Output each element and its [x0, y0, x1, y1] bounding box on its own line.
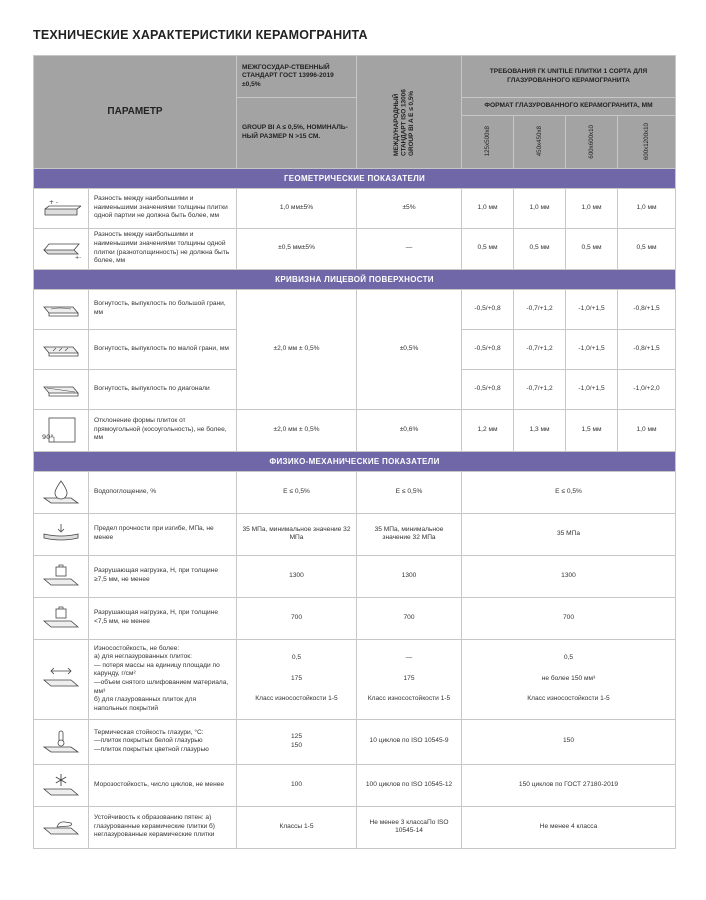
load2-iso: 700	[357, 597, 462, 639]
geo-row1-f3: 1,0 мм	[566, 188, 618, 228]
curv-row2-f3: -1,0/+1,5	[566, 329, 618, 369]
section-geometric: ГЕОМЕТРИЧЕСКИЕ ПОКАЗАТЕЛИ	[34, 168, 676, 188]
wear-gost: 0,5 175 Класс износостойкости 1-5	[237, 639, 357, 719]
snowflake-icon	[34, 764, 89, 806]
geo-row2-param: Разность между наибольшими и наименьшими значениями толщины одной плитки (разнотолщинность) не должна быть более, мм	[89, 228, 237, 269]
wear-iso: — 175 Класс износостойкости 1-5	[357, 639, 462, 719]
water-gost: E ≤ 0,5%	[237, 471, 357, 513]
load1-unitile: 1300	[462, 555, 676, 597]
header-iso: МЕЖДУНАРОДНЫЙ СТАНДАРТ ISO 13006 GROUP BI A E ≤ 0,5%	[357, 56, 462, 169]
format-1: 125х500х8	[462, 115, 514, 168]
wear-param: Износостойкость, не более: а) для неглазурованных плиток: — потеря массы на единицу площади по карунду, г/см² —объем снятого шлифованием материала, мм³ б) для глазурованных плиток для напольных покрытий	[89, 639, 237, 719]
curvature-long-edge-icon	[34, 289, 89, 329]
curv-row1-f2: -0,7/+1,2	[514, 289, 566, 329]
geo-row1-iso: ±5%	[357, 188, 462, 228]
thermal-param: Термическая стойкость глазури, °С: —плиток покрытых белой глазурью —плиток покрытых цветной глазурью	[89, 719, 237, 764]
geo-row2-f3: 0,5 мм	[566, 228, 618, 269]
strength-iso: 35 МПа, минимальное значение 32 МПа	[357, 513, 462, 555]
strength-param: Предел прочности при изгибе, МПа, не менее	[89, 513, 237, 555]
right-angle-icon	[34, 409, 89, 451]
curv-row1-param: Вогнутость, выпуклость по большой грани, мм	[89, 289, 237, 329]
curv-row3-f4: -1,0/+2,0	[618, 369, 676, 409]
geo-row2-f1: 0,5 мм	[462, 228, 514, 269]
curv-row1-f3: -1,0/+1,5	[566, 289, 618, 329]
bending-strength-icon	[34, 513, 89, 555]
load-weight-icon	[34, 597, 89, 639]
strength-gost: 35 МПа, минимальное значение 32 МПа	[237, 513, 357, 555]
geo-row2-gost: ±0,5 мм±5%	[237, 228, 357, 269]
svg-text:90°: 90°	[42, 433, 54, 441]
geo-row1-f4: 1,0 мм	[618, 188, 676, 228]
curv-row4-f1: 1,2 мм	[462, 409, 514, 451]
strength-unitile: 35 МПа	[462, 513, 676, 555]
curv-row3-f1: -0,5/+0,8	[462, 369, 514, 409]
curv-row3-param: Вогнутость, выпуклость по диагонали	[89, 369, 237, 409]
curv-iso: ±0,5%	[357, 289, 462, 409]
curv-row2-f1: -0,5/+0,8	[462, 329, 514, 369]
load1-param: Разрушающая нагрузка, Н, при толщине ≥7,5 мм, не менее	[89, 555, 237, 597]
header-unitile: ТРЕБОВАНИЯ ГК UNITILE ПЛИТКИ 1 СОРТА ДЛЯ ГЛАЗУРОВАННОГО КЕРАМОГРАНИТА	[462, 56, 676, 98]
curv-row2-f2: -0,7/+1,2	[514, 329, 566, 369]
geo-row2-iso: —	[357, 228, 462, 269]
geo-row1-f1: 1,0 мм	[462, 188, 514, 228]
curv-row4-f2: 1,3 мм	[514, 409, 566, 451]
format-4: 600х1200х10	[618, 115, 676, 168]
header-parameter: ПАРАМЕТР	[34, 56, 237, 169]
load2-unitile: 700	[462, 597, 676, 639]
stain-param: Устойчивость к образованию пятен: а) глазурованные керамические плитки б) неглазурованные керамические плитки	[89, 806, 237, 848]
water-iso: E ≤ 0,5%	[357, 471, 462, 513]
svg-text:+ -: + -	[49, 199, 59, 206]
curv-row4-f4: 1,0 мм	[618, 409, 676, 451]
format-2: 450х450х8	[514, 115, 566, 168]
stain-gost: Классы 1-5	[237, 806, 357, 848]
curv-gost: ±2,0 мм ± 0,5%	[237, 289, 357, 409]
page-title: ТЕХНИЧЕСКИЕ ХАРАКТЕРИСТИКИ КЕРАМОГРАНИТА	[33, 28, 368, 42]
water-param: Водопоглощение, %	[89, 471, 237, 513]
stain-iso: Не менее 3 классаПо ISO 10545-14	[357, 806, 462, 848]
geo-row2-f2: 0,5 мм	[514, 228, 566, 269]
specs-table	[33, 55, 676, 849]
thermal-unitile: 150	[462, 719, 676, 764]
load-weight-icon	[34, 555, 89, 597]
curv-row3-f3: -1,0/+1,5	[566, 369, 618, 409]
thermal-iso: 10 циклов по ISO 10545-9	[357, 719, 462, 764]
curv-row3-f2: -0,7/+1,2	[514, 369, 566, 409]
curv-row4-f3: 1,5 мм	[566, 409, 618, 451]
header-group: GROUP BI A ≤ 0,5%, НОМИНАЛЬ-НЫЙ РАЗМЕР N >15 СМ.	[237, 98, 357, 169]
header-format: ФОРМАТ ГЛАЗУРОВАННОГО КЕРАМОГРАНИТА, ММ	[462, 98, 676, 116]
frost-param: Морозостойкость, число циклов, не менее	[89, 764, 237, 806]
load1-gost: 1300	[237, 555, 357, 597]
frost-unitile: 150 циклов по ГОСТ 27180-2019	[462, 764, 676, 806]
geo-row1-gost: 1,0 мм±5%	[237, 188, 357, 228]
load2-param: Разрушающая нагрузка, Н, при толщине <7,5 мм, не менее	[89, 597, 237, 639]
section-curvature: КРИВИЗНА ЛИЦЕВОЙ ПОВЕРХНОСТИ	[34, 269, 676, 289]
stain-unitile: Не менее 4 класса	[462, 806, 676, 848]
water-unitile: E ≤ 0,5%	[462, 471, 676, 513]
thermometer-icon	[34, 719, 89, 764]
abrasion-arrows-icon	[34, 639, 89, 719]
curv-row1-f4: -0,8/+1,5	[618, 289, 676, 329]
wear-unitile: 0,5 не более 150 мм³ Класс износостойкости 1-5	[462, 639, 676, 719]
thermal-gost: 125 150	[237, 719, 357, 764]
thickness-tile-icon	[34, 228, 89, 269]
water-drop-icon	[34, 471, 89, 513]
curv-row1-f1: -0,5/+0,8	[462, 289, 514, 329]
curv-row2-param: Вогнутость, выпуклость по малой грани, мм	[89, 329, 237, 369]
geo-row1-f2: 1,0 мм	[514, 188, 566, 228]
header-gost: МЕЖГОСУДАР-СТВЕННЫЙ СТАНДАРТ ГОСТ 13996-2019 ±0,5%	[237, 56, 357, 98]
curv-row4-param: Отклонение формы плиток от прямоугольной (косоугольность), не более, мм	[89, 409, 237, 451]
load2-gost: 700	[237, 597, 357, 639]
load1-iso: 1300	[357, 555, 462, 597]
frost-iso: 100 циклов по ISO 10545-12	[357, 764, 462, 806]
svg-text:+-: +-	[75, 254, 81, 260]
section-physical: ФИЗИКО-МЕХАНИЧЕСКИЕ ПОКАЗАТЕЛИ	[34, 451, 676, 471]
curv-row2-f4: -0,8/+1,5	[618, 329, 676, 369]
geo-row2-f4: 0,5 мм	[618, 228, 676, 269]
curv-row4-iso: ±0,6%	[357, 409, 462, 451]
thickness-batch-icon	[34, 188, 89, 228]
frost-gost: 100	[237, 764, 357, 806]
curv-row4-gost: ±2,0 мм ± 0,5%	[237, 409, 357, 451]
stain-hand-icon	[34, 806, 89, 848]
curvature-short-edge-icon	[34, 329, 89, 369]
curvature-diagonal-icon	[34, 369, 89, 409]
geo-row1-param: Разность между наибольшими и наименьшими значениями толщины плитки одной партии не должна быть более, мм	[89, 188, 237, 228]
format-3: 600х600х10	[566, 115, 618, 168]
